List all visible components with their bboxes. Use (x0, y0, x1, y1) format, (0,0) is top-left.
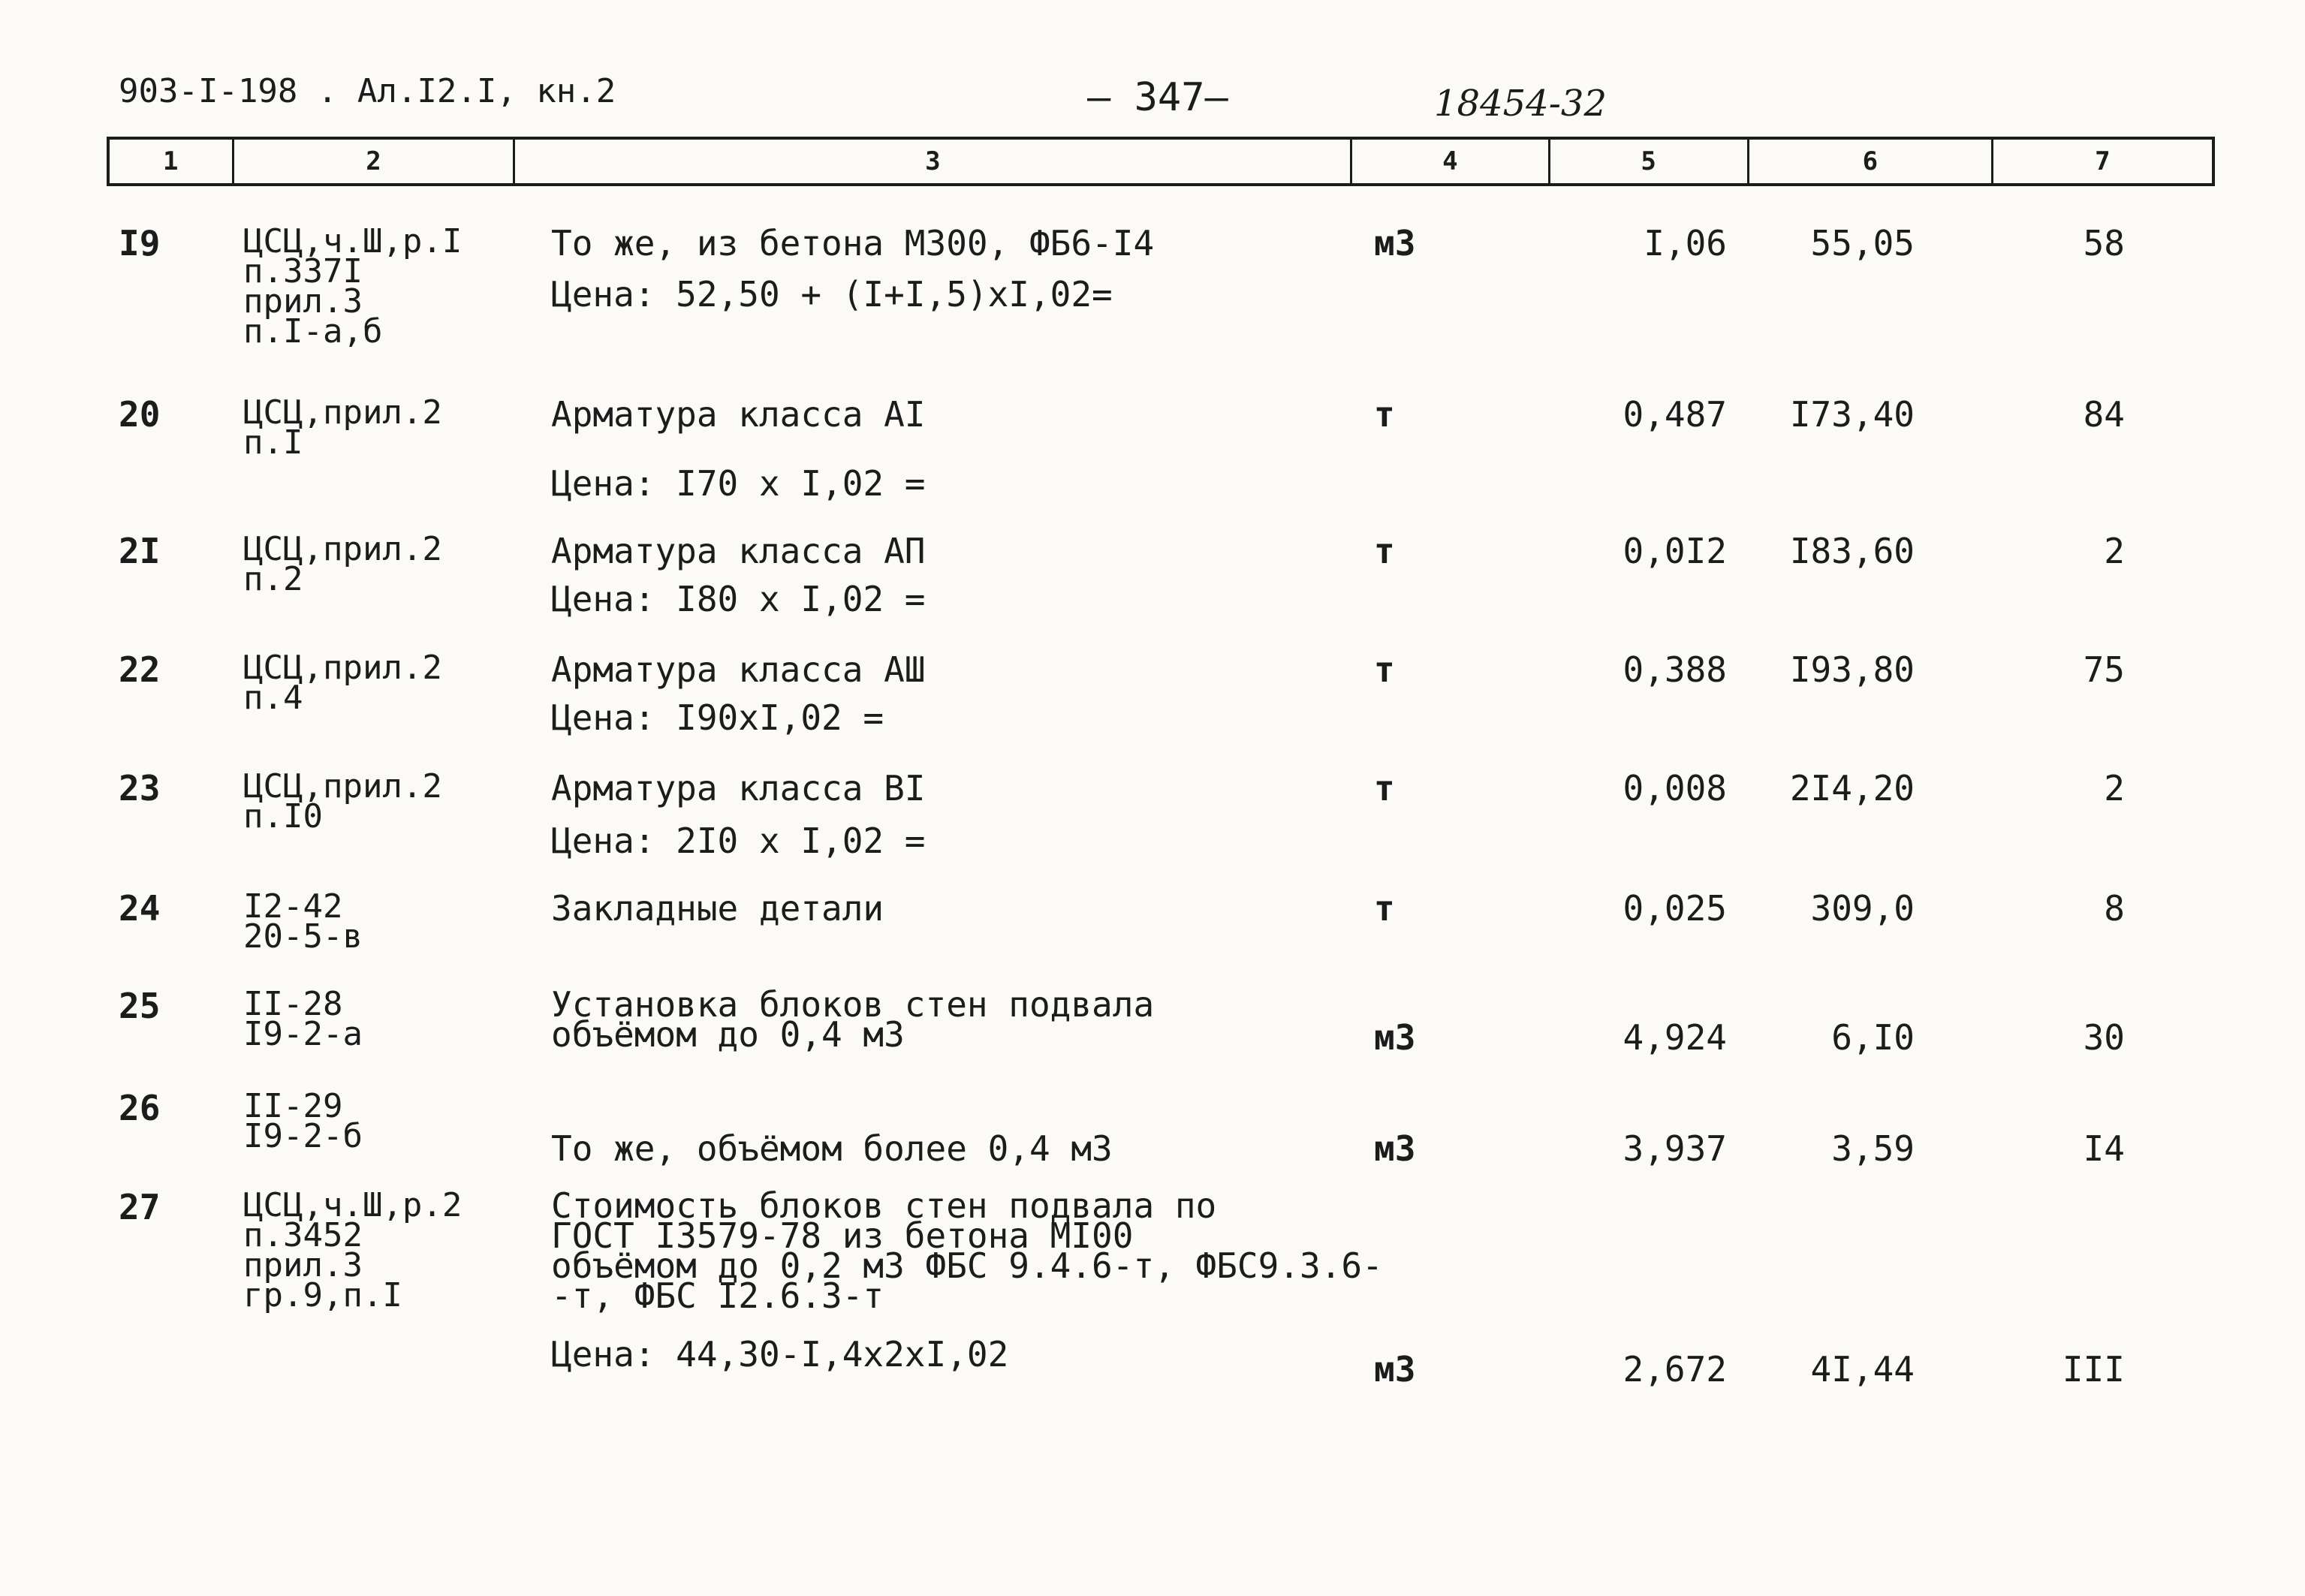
description-line: -т, ФБС I2.6.3-т (551, 1275, 884, 1316)
description-line: То же, из бетона М300, ФБ6-I4 (551, 223, 1155, 263)
description-line: ГОСТ I3579-78 из бетона МI00 (551, 1215, 1134, 1256)
reference-line: прил.3 (243, 1246, 363, 1284)
reference-line: I9-2-б (243, 1117, 363, 1155)
row-quantity: 0,388 (1623, 649, 1727, 690)
price-formula: Цена: 52,50 + (I+I,5)хI,02= (551, 274, 1113, 315)
description-line: Арматура класса АI (551, 394, 926, 435)
description-line: объёмом до 0,2 м3 ФБС 9.4.6-т, ФБС9.3.6- (551, 1245, 1383, 1286)
row-reference (243, 1186, 463, 1314)
row-unit: т (1374, 649, 1395, 690)
row-unit: т (1374, 531, 1395, 571)
row-total: I4 (2083, 1128, 2125, 1169)
reference-line: п.2 (243, 560, 303, 598)
row-unit: м3 (1374, 1128, 1416, 1169)
row-quantity: 0,0I2 (1623, 531, 1727, 571)
reference-line: II-29 (243, 1087, 343, 1125)
column-header-1: 1 (110, 140, 234, 183)
row-unit-price: 6,I0 (1831, 1017, 1915, 1058)
reference-line: прил.3 (243, 282, 363, 321)
row-number: 27 (119, 1187, 161, 1227)
reference-line: п.337I (243, 252, 363, 291)
row-reference (243, 222, 463, 351)
row-quantity: I,06 (1644, 223, 1727, 263)
row-unit-price: I73,40 (1789, 394, 1915, 435)
row-unit: т (1374, 394, 1395, 435)
row-reference (243, 649, 442, 717)
price-formula: Цена: I90хI,02 = (551, 697, 884, 738)
price-formula: Цена: I70 х I,02 = (551, 463, 926, 504)
reference-line: 20-5-в (243, 917, 363, 956)
price-formula: Цена: I80 х I,02 = (551, 579, 926, 619)
description-line: Арматура класса АП (551, 531, 926, 571)
row-reference (243, 530, 442, 598)
row-number: 23 (119, 768, 161, 809)
reference-line: п.I-а,б (243, 312, 383, 351)
row-total: III (2062, 1349, 2125, 1390)
row-reference (243, 887, 363, 956)
row-description (551, 768, 926, 861)
reference-line: п.I (243, 423, 303, 462)
reference-line: I2-42 (243, 887, 343, 926)
reference-line: ЦСЦ,прил.2 (243, 393, 442, 432)
row-description (551, 531, 926, 619)
row-description (551, 1185, 1383, 1375)
row-number: 22 (119, 649, 161, 690)
row-reference (243, 393, 442, 462)
reference-line: ЦСЦ,прил.2 (243, 530, 442, 568)
column-header-7: 7 (2095, 146, 2111, 176)
row-unit: м3 (1374, 1349, 1416, 1390)
row-unit-price: I83,60 (1789, 531, 1915, 571)
row-number: 20 (119, 394, 161, 435)
reference-line: п.3452 (243, 1216, 363, 1254)
reference-line: I9-2-а (243, 1015, 363, 1053)
handwritten-number: 18454-32 (1434, 83, 1607, 125)
reference-line: ЦСЦ,прил.2 (243, 767, 442, 806)
row-description (551, 888, 884, 929)
row-number: I9 (119, 223, 161, 263)
row-reference (243, 767, 442, 836)
row-total: 30 (2083, 1017, 2125, 1058)
row-total: 2 (2104, 768, 2125, 809)
column-header-5: 5 (1550, 140, 1749, 183)
row-number: 25 (119, 986, 161, 1026)
column-header-4: 4 (1352, 140, 1550, 183)
price-formula: Цена: 44,30-I,4х2хI,02 (551, 1334, 1009, 1375)
row-number: 2I (119, 531, 161, 571)
description-line: Стоимость блоков стен подвала по (551, 1185, 1217, 1226)
reference-line: ЦСЦ,ч.Ш,р.I (243, 222, 463, 260)
row-unit-price: 309,0 (1810, 888, 1915, 929)
row-description (551, 649, 926, 738)
row-number: 26 (119, 1088, 161, 1128)
reference-line: II-28 (243, 985, 343, 1023)
row-total: 84 (2083, 394, 2125, 435)
row-description (551, 223, 1155, 315)
row-unit: м3 (1374, 1017, 1416, 1058)
page-number: — 347— (1087, 75, 1228, 120)
reference-line: гр.9,п.I (243, 1276, 402, 1314)
row-description (551, 1128, 1113, 1169)
row-unit-price: 3,59 (1831, 1128, 1915, 1169)
row-unit: т (1374, 888, 1395, 929)
column-header-row (107, 137, 2215, 186)
column-header-6: 6 (1749, 140, 1993, 183)
reference-line: ЦСЦ,ч.Ш,р.2 (243, 1186, 463, 1224)
row-unit-price: 2I4,20 (1789, 768, 1915, 809)
description-line: объёмом до 0,4 м3 (551, 1014, 905, 1055)
row-description (551, 394, 926, 504)
column-header-3: 3 (515, 140, 1352, 183)
column-header-2: 2 (234, 140, 516, 183)
reference-line: п.4 (243, 679, 303, 717)
row-unit-price: 55,05 (1810, 223, 1915, 263)
row-number: 24 (119, 888, 161, 929)
row-unit: м3 (1374, 223, 1416, 263)
reference-line: ЦСЦ,прил.2 (243, 649, 442, 687)
description-line: Закладные детали (551, 888, 884, 929)
reference-line: п.I0 (243, 797, 323, 836)
row-total: 2 (2104, 531, 2125, 571)
row-quantity: 0,487 (1623, 394, 1727, 435)
row-unit-price: I93,80 (1789, 649, 1915, 690)
description-line: Установка блоков стен подвала (551, 984, 1155, 1025)
row-quantity: 0,008 (1623, 768, 1727, 809)
description-line: Арматура класса ВI (551, 768, 926, 809)
price-formula: Цена: 2I0 х I,02 = (551, 821, 926, 861)
row-total: 75 (2083, 649, 2125, 690)
row-quantity: 3,937 (1623, 1128, 1727, 1169)
row-reference (243, 1087, 363, 1155)
row-quantity: 4,924 (1623, 1017, 1727, 1058)
description-line: То же, объёмом более 0,4 м3 (551, 1128, 1113, 1169)
row-reference (243, 985, 363, 1053)
row-unit-price: 4I,44 (1810, 1349, 1915, 1390)
row-total: 58 (2083, 223, 2125, 263)
row-unit: т (1374, 768, 1395, 809)
row-total: 8 (2104, 888, 2125, 929)
row-quantity: 2,672 (1623, 1349, 1727, 1390)
row-quantity: 0,025 (1623, 888, 1727, 929)
description-line: Арматура класса АШ (551, 649, 926, 690)
document-code: 903-I-198 . Ал.I2.I, кн.2 (119, 72, 616, 110)
row-description (551, 984, 1155, 1055)
